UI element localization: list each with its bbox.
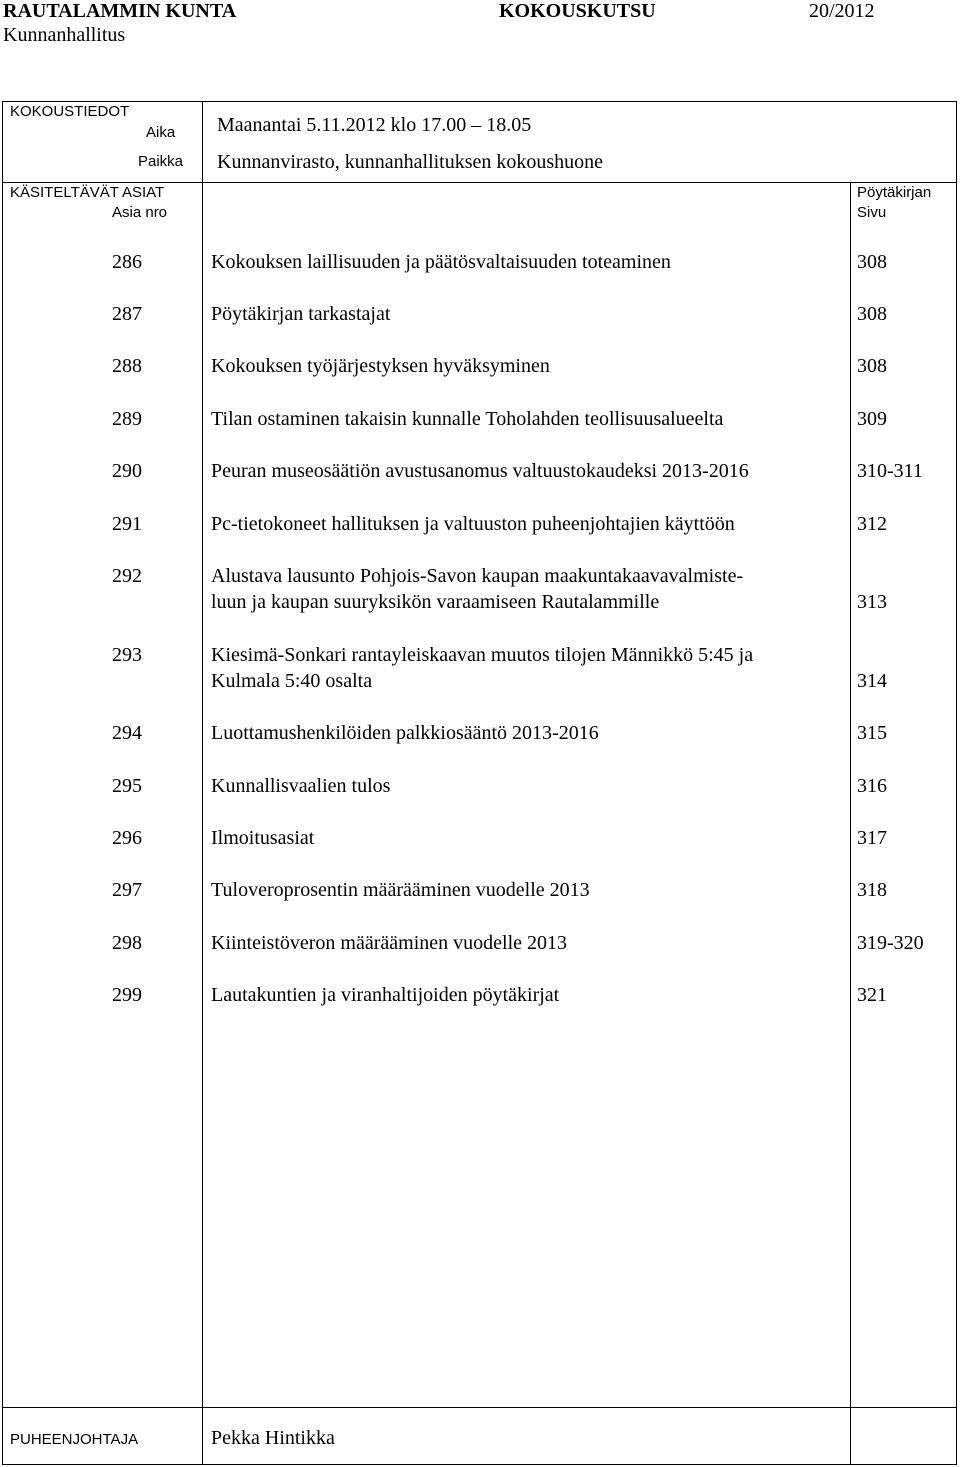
agenda-item-number: 287 bbox=[112, 303, 142, 325]
agenda-item-number: 299 bbox=[112, 984, 142, 1006]
meeting-section-label: KOKOUSTIEDOT bbox=[10, 103, 130, 120]
agenda-item-title: Kunnallisvaalien tulos bbox=[211, 775, 391, 797]
place-value: Kunnanvirasto, kunnanhallituksen kokoushuone bbox=[217, 151, 604, 173]
document-type: KOKOUSKUTSU bbox=[499, 0, 656, 22]
time-value: Maanantai 5.11.2012 klo 17.00 – 18.05 bbox=[217, 114, 532, 136]
agenda-item-title: Pc-tietokoneet hallituksen ja valtuuston puheenjohtajien käyttöön bbox=[211, 513, 735, 535]
section-divider-top bbox=[2, 182, 957, 183]
agenda-item-title: Tuloveroprosentin määrääminen vuodelle 2013 bbox=[211, 879, 590, 901]
agenda-item-page: 310-311 bbox=[857, 460, 923, 482]
agenda-item-number: 286 bbox=[112, 251, 142, 273]
agenda-item-title: Kokouksen työjärjestyksen hyväksyminen bbox=[211, 355, 550, 377]
agenda-item-number: 292 bbox=[112, 565, 142, 587]
agenda-item-title: Alustava lausunto Pohjois-Savon kaupan maakuntakaavavalmiste- bbox=[211, 565, 744, 587]
agenda-item-page: 313 bbox=[857, 591, 887, 613]
agenda-item-number: 298 bbox=[112, 932, 142, 954]
section-divider-bottom bbox=[2, 1407, 957, 1408]
agenda-item-page: 308 bbox=[857, 251, 887, 273]
agenda-item-page: 308 bbox=[857, 355, 887, 377]
agenda-item-page: 312 bbox=[857, 513, 887, 535]
agenda-row bbox=[0, 642, 960, 712]
agenda-item-page: 308 bbox=[857, 303, 887, 325]
agenda-item-page: 317 bbox=[857, 827, 887, 849]
agenda-item-title-continued: luun ja kaupan suuryksikön varaamiseen Rautalammille bbox=[211, 591, 660, 613]
agenda-item-number: 296 bbox=[112, 827, 142, 849]
item-number-label: Asia nro bbox=[112, 204, 168, 221]
agenda-item-page: 314 bbox=[857, 670, 887, 692]
agenda-row bbox=[0, 563, 960, 633]
agenda-item-page: 309 bbox=[857, 408, 887, 430]
agenda-item-title: Luottamushenkilöiden palkkiosääntö 2013-2016 bbox=[211, 722, 599, 744]
agenda-item-page: 315 bbox=[857, 722, 887, 744]
agenda-item-title-continued: Kulmala 5:40 osalta bbox=[211, 670, 373, 692]
time-label: Aika bbox=[146, 124, 176, 141]
agenda-item-title: Pöytäkirjan tarkastajat bbox=[211, 303, 391, 325]
agenda-item-number: 297 bbox=[112, 879, 142, 901]
agenda-item-title: Ilmoitusasiat bbox=[211, 827, 315, 849]
agenda-item-page: 316 bbox=[857, 775, 887, 797]
agenda-row bbox=[0, 982, 960, 1052]
chair-label: PUHEENJOHTAJA bbox=[10, 1431, 139, 1448]
agenda-item-title: Kokouksen laillisuuden ja päätösvaltaisuuden toteaminen bbox=[211, 251, 671, 273]
agenda-item-page: 319-320 bbox=[857, 932, 924, 954]
agenda-item-title: Kiinteistöveron määrääminen vuodelle 2013 bbox=[211, 932, 568, 954]
agenda-item-number: 289 bbox=[112, 408, 142, 430]
agenda-item-page: 318 bbox=[857, 879, 887, 901]
agenda-item-number: 291 bbox=[112, 513, 142, 535]
agenda-item-number: 295 bbox=[112, 775, 142, 797]
agenda-item-number: 293 bbox=[112, 644, 142, 666]
municipality-name: RAUTALAMMIN KUNTA bbox=[3, 0, 237, 22]
agenda-item-page: 321 bbox=[857, 984, 887, 1006]
agenda-item-title: Tilan ostaminen takaisin kunnalle Toholahden teollisuusalueelta bbox=[211, 408, 724, 430]
agenda-item-number: 294 bbox=[112, 722, 142, 744]
agenda-item-title: Lautakuntien ja viranhaltijoiden pöytäkirjat bbox=[211, 984, 560, 1006]
page-label-line2: Sivu bbox=[857, 204, 887, 221]
agenda-item-title: Kiesimä-Sonkari rantayleiskaavan muutos tilojen Männikkö 5:45 ja bbox=[211, 644, 754, 666]
document-number: 20/2012 bbox=[809, 0, 875, 22]
place-label: Paikka bbox=[138, 153, 184, 170]
agenda-item-title: Peuran museosäätiön avustusanomus valtuustokaudeksi 2013-2016 bbox=[211, 460, 749, 482]
page-label-line1: Pöytäkirjan bbox=[857, 184, 932, 201]
agenda-item-number: 290 bbox=[112, 460, 142, 482]
agenda-section-label: KÄSITELTÄVÄT ASIAT bbox=[10, 184, 165, 201]
agenda-item-number: 288 bbox=[112, 355, 142, 377]
chair-name: Pekka Hintikka bbox=[211, 1427, 335, 1449]
body-name: Kunnanhallitus bbox=[3, 24, 126, 46]
